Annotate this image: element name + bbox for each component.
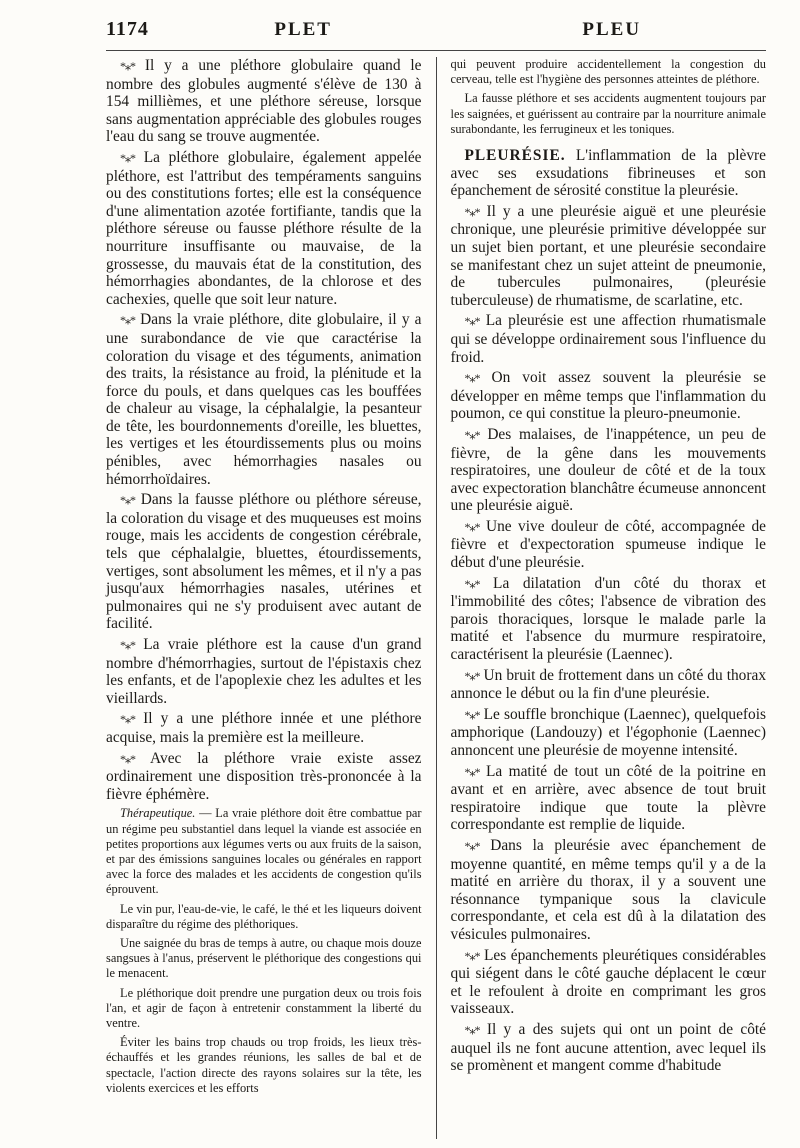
paragraph: *⁎* Les épanchements pleurétiques considérables qui siégent dans le côté gauche déplacent le cœur et le refoulent à droite en comprimant les gros vaisseaux.	[450, 946, 767, 1018]
paragraph: *⁎* Il y a une pléthore globulaire quand le nombre des globules augmenté s'élève de 130 à 154 millièmes, et une pléthore séreuse, lorsque sans augmentation appréciable des globules rouges l'eau du sang se trouve augmentée.	[106, 57, 422, 146]
paragraph: *⁎* Un bruit de frottement dans un côté du thorax annonce le début ou la fin d'une pleurésie.	[450, 666, 767, 703]
paragraph: *⁎* Il y a une pleurésie aiguë et une pleurésie chronique, une pleurésie primitive développée sur un sujet bien portant, et une pleurésie secondaire se manifestant chez un sujet atteint de pneumonie, de tubercules pulmonaires, (pleurésie tuberculeuse) de rhumatisme, de scarlatine, etc.	[450, 202, 767, 309]
paragraph: *⁎* Dans la fausse pléthore ou pléthore séreuse, la coloration du visage et des muqueuses est moins rouge, mais les accidents de congestion cérébrale, tels que céphalalgie, bluettes, étourdissements, vertiges, sont absolument les mêmes, et il n'y a pas jusqu'aux hémorrhagies nasales, utérines et pulmonaires qui ne s'y produisent avec autant de facilité.	[106, 491, 422, 633]
paragraph: *⁎* Il y a une pléthore innée et une pléthore acquise, mais la première est la meilleure.	[106, 710, 422, 746]
therapeutics-paragraph: Thérapeutique. — La vraie pléthore doit être combattue par un régime peu substantiel dans lequel la viande est associée en petites proportions aux légumes verts ou aux fruits de la saison, et par des émissions sanguines locales ou générales en rapport avec la force des malades et les accidents de congestion qu'ils éprouvent.	[106, 806, 422, 897]
paragraph: Une saignée du bras de temps à autre, ou chaque mois douze sangsues à l'anus, préservent le pléthorique des congestions qui le menacent.	[106, 935, 422, 981]
paragraph: *⁎* La dilatation d'un côté du thorax et l'immobilité des côtes; l'absence de vibration des parois thoraciques, lorsque le malade parle la matité et l'absence du murmure respiratoire, caractérisent la pleurésie (Laennec).	[450, 574, 767, 664]
column-divider	[436, 57, 437, 1139]
paragraph: *⁎* La matité de tout un côté de la poitrine en avant et en arrière, avec absence de tout bruit respiratoire indique que toute la plèvre correspondante est remplie de liquide.	[450, 762, 767, 834]
paragraph: *⁎* Une vive douleur de côté, accompagnée de fièvre et d'expectoration spumeuse indique le début d'une pleurésie.	[450, 517, 767, 572]
headword: PLEURÉSIE.	[464, 147, 566, 165]
paragraph: Le vin pur, l'eau-de-vie, le café, le thé et les liqueurs doivent disparaître du régime des pléthoriques.	[106, 901, 422, 931]
paragraph: *⁎* Dans la pleurésie avec épanchement de moyenne quantité, en même temps qu'il y a de la matité en arrière du thorax, il y a souvent une résonnance tympanique sous la clavicule correspondante, et cela est dû à la dilatation des vésicules pulmonaires.	[450, 836, 767, 943]
left-running-title: PLET	[274, 19, 332, 40]
paragraph: *⁎* La vraie pléthore est la cause d'un grand nombre d'hémorrhagies, surtout de l'épistaxis chez les enfants, et de l'apoplexie chez les adultes et les vieillards.	[106, 636, 422, 707]
paragraph-continued: qui peuvent produire accidentellement la congestion du cerveau, telle est l'hygiène des personnes atteintes de pléthore.	[450, 57, 767, 87]
paragraph: La fausse pléthore et ses accidents augmentent toujours par les saignées, et guérissent au contraire par la nourriture animale surabondante, les ferrugineux et les toniques.	[450, 91, 767, 136]
running-header	[106, 18, 766, 51]
paragraph: *⁎* Le souffle bronchique (Laennec), quelquefois amphorique (Landouzy) et l'égophonie (Laennec) annoncent une pleurésie de moyenne intensité.	[450, 705, 767, 760]
right-running-title: PLEU	[582, 19, 642, 40]
paragraph: Le pléthorique doit prendre une purgation deux ou trois fois l'an, et agir de façon à entretenir constamment la liberté du ventre.	[106, 985, 422, 1030]
paragraph: *⁎* La pleurésie est une affection rhumatismale qui se développe ordinairement sous l'influence du froid.	[450, 312, 767, 366]
page-number: 1174	[106, 18, 149, 40]
paragraph: *⁎* Des malaises, de l'inappétence, un peu de fièvre, de la gêne dans les mouvements respiratoires, une douleur de côté et de la toux avec expectoration blanchâtre écumeuse annoncent une pleurésie aiguë.	[450, 425, 767, 515]
right-column	[451, 57, 767, 1139]
section-label: Thérapeutique.	[120, 806, 196, 821]
entry-pleuresie: PLEURÉSIE. L'inflammation de la plèvre avec ses exsudations fibrineuses et son épanchement de sérosité constitue la pleurésie.	[450, 147, 767, 200]
paragraph: *⁎* Avec la pléthore vraie existe assez ordinairement une disposition très-prononcée à la fièvre éphémère.	[106, 749, 422, 803]
left-column	[106, 57, 422, 1139]
paragraph: *⁎* La pléthore globulaire, également appelée pléthore, est l'attribut des tempéraments sanguins ou des constitutions fortes; elle est la conséquence d'une alimentation azotée fortifiante, tandis que la pléthore séreuse ou fausse pléthore résulte de la nourriture insuffisante ou mauvaise, de la grossesse, du mauvais état de la constitution, des hémorrhagies abondantes, de la chlorose et des cachexies, quelle que soit leur nature.	[106, 148, 422, 308]
paragraph: *⁎* On voit assez souvent la pleurésie se développer en même temps que l'inflammation du poumon, ce qui constitue la pleuro-pneumonie.	[450, 369, 767, 423]
paragraph: Éviter les bains trop chauds ou trop froids, les lieux très-échauffés et les grandes réunions, les salles de bal et de spectacle, l'action directe des rayons solaires sur la tête, les violents exercices et les efforts	[106, 1035, 422, 1095]
paragraph: *⁎* Il y a des sujets qui ont un point de côté auquel ils ne font aucune attention, avec lequel ils se promènent et mangent comme d'habitude	[450, 1020, 767, 1075]
paragraph: *⁎* Dans la vraie pléthore, dite globulaire, il y a une surabondance de vie que caractérise la coloration du visage et des téguments, animation des traits, la résistance au froid, la plénitude et la force du pouls, et dans quelques cas les bouffées de chaleur au visage, la céphalalgie, la pesanteur de tête, les bourdonnements d'oreille, les bluettes, les vertiges et les étourdissements plus ou moins pénibles, avec hémorrhagies nasales ou hémorrhoïdaires.	[106, 311, 422, 488]
